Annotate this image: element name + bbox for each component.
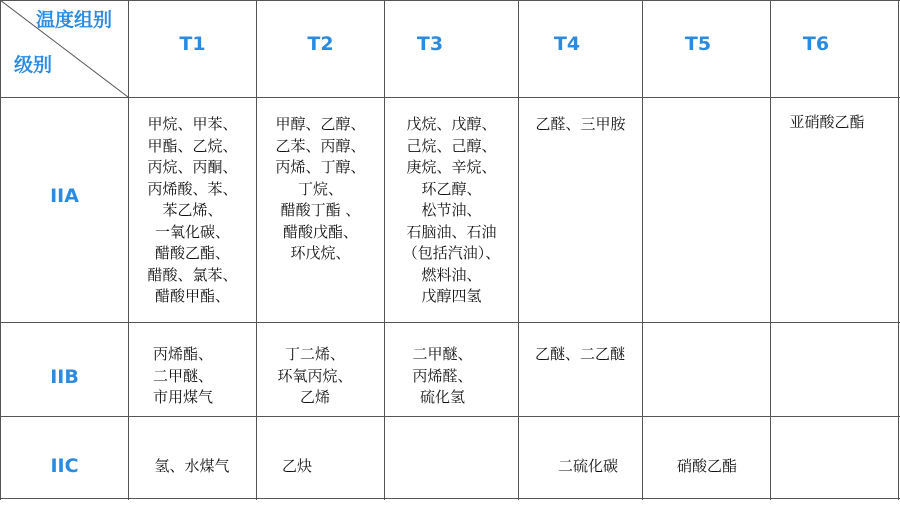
cell-iia-t1: 甲烷、甲苯、 甲酯、乙烷、 丙烷、丙酮、 丙烯酸、苯、 苯乙烯、 一氧化碳、 醋酸乙酯、 醋酸、氯苯、 醋酸甲酯、 — [147, 115, 238, 305]
cell-iic-t2: 乙炔 — [281, 457, 312, 475]
row-header-iia: IIA — [50, 185, 79, 207]
column-header-t1: T1 — [179, 33, 206, 55]
cell-iib-t4: 乙醚、二乙醚 — [534, 345, 625, 363]
cell-iib-t2: 丁二烯、 环氧丙烷、 乙烯 — [277, 345, 353, 406]
cell-iib-t3: 二甲醚、 丙烯醛、 硫化氢 — [412, 345, 473, 406]
table-border-bottom — [0, 498, 900, 499]
row-header-iib: IIB — [50, 366, 79, 388]
cell-iic-t4: 二硫化碳 — [557, 457, 618, 475]
column-header-t5: T5 — [684, 33, 712, 55]
column-header-t2: T2 — [307, 33, 334, 55]
cell-iic-t1: 氢、水煤气 — [154, 457, 230, 475]
column-header-t6: T6 — [802, 33, 830, 55]
cell-iia-t6: 亚硝酸乙酯 — [789, 113, 865, 131]
cell-iia-t4: 乙醛、三甲胺 — [535, 115, 626, 133]
row-divider-iib — [0, 416, 900, 417]
row-header-iic: IIC — [50, 454, 79, 477]
column-header-t3: T3 — [416, 33, 444, 55]
column-header-t4: T4 — [553, 33, 581, 55]
row-divider-header — [0, 97, 900, 98]
table-border-right — [898, 0, 899, 500]
corner-label-temperature-group: 温度组别 — [36, 9, 113, 31]
corner-label-level: 级别 — [14, 54, 53, 76]
row-divider-iia — [0, 322, 900, 323]
cell-iia-t2: 甲醇、乙醇、 乙苯、丙醇、 丙烯、丁醇、 丁烷、 醋酸丁酯 、 醋酸戊酯、 环戊烷、 — [275, 115, 366, 262]
cell-iib-t1: 丙烯酯、 二甲醚、 市用煤气 — [152, 345, 213, 406]
cell-iic-t5: 硝酸乙酯 — [676, 457, 737, 475]
cell-iia-t3: 戊烷、戊醇、 己烷、己醇、 庚烷、辛烷、 环乙醇、 松节油、 石脑油、石油 （包括汽油）、 燃料油、 戊醇四氢 — [402, 115, 501, 305]
